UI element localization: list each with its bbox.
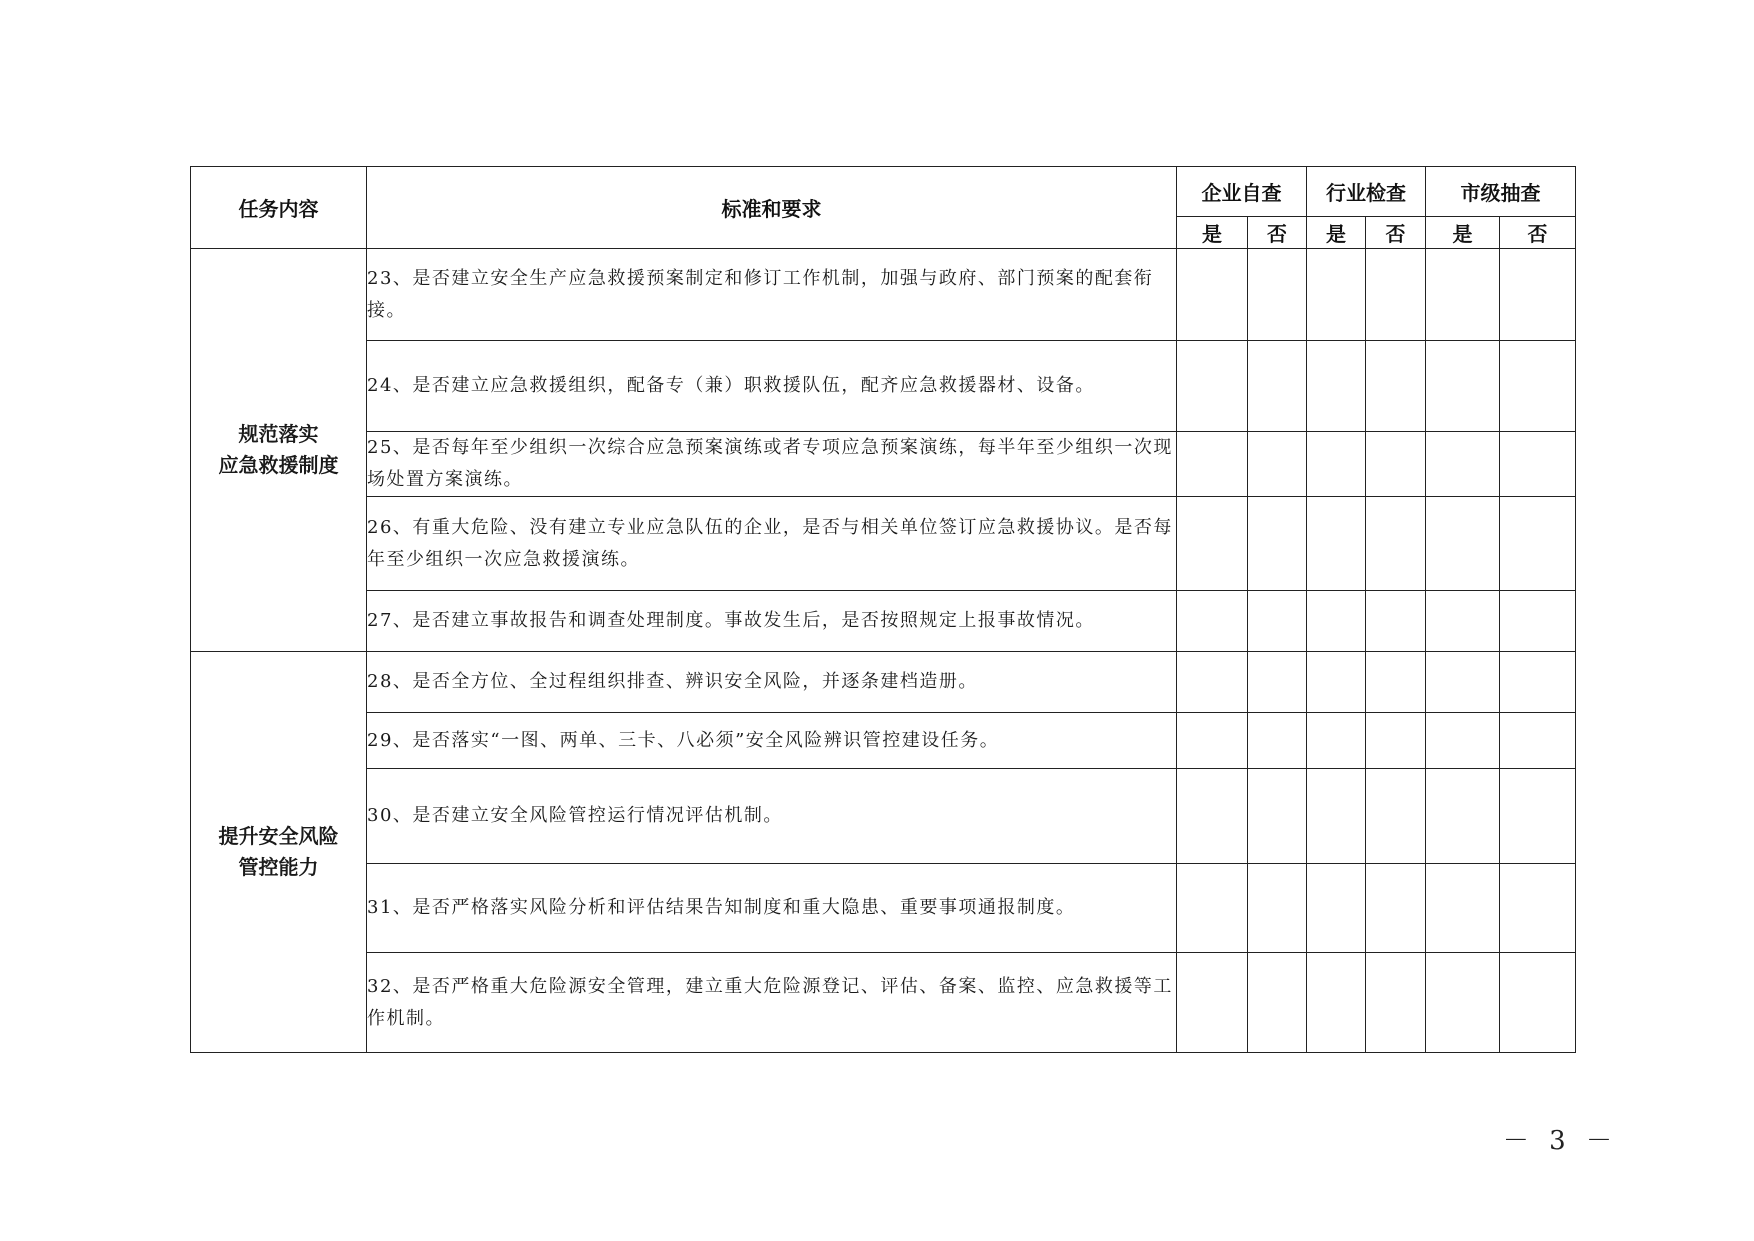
enterprise-no-cell[interactable] (1248, 497, 1307, 591)
city-no-cell[interactable] (1500, 249, 1576, 341)
industry-no-cell[interactable] (1366, 769, 1426, 864)
enterprise-no-cell[interactable] (1248, 341, 1307, 432)
header-no: 否 (1248, 217, 1307, 249)
city-yes-cell[interactable] (1426, 652, 1500, 713)
industry-yes-cell[interactable] (1307, 432, 1366, 497)
industry-yes-cell[interactable] (1307, 713, 1366, 769)
enterprise-yes-cell[interactable] (1177, 249, 1248, 341)
table-row (191, 769, 1576, 864)
header-standards: 标准和要求 (367, 167, 1177, 249)
table-row (191, 497, 1576, 591)
enterprise-yes-cell[interactable] (1177, 497, 1248, 591)
table-row (191, 713, 1576, 769)
enterprise-yes-cell[interactable] (1177, 432, 1248, 497)
header-task-content: 任务内容 (191, 167, 367, 249)
city-no-cell[interactable] (1500, 497, 1576, 591)
requirement-28: 28、是否全方位、全过程组织排查、辨识安全风险，并逐条建档造册。 (367, 652, 1177, 713)
page-number: － 3 － (1502, 1126, 1618, 1156)
enterprise-yes-cell[interactable] (1177, 864, 1248, 953)
city-no-cell[interactable] (1500, 432, 1576, 497)
city-yes-cell[interactable] (1426, 497, 1500, 591)
category-emergency-rescue (191, 249, 367, 652)
industry-no-cell[interactable] (1366, 341, 1426, 432)
header-enterprise-self-check: 企业自查 (1177, 167, 1307, 217)
category-label: 应急救援制度 (218, 453, 339, 477)
enterprise-no-cell[interactable] (1248, 652, 1307, 713)
requirement-27: 27、是否建立事故报告和调查处理制度。事故发生后，是否按照规定上报事故情况。 (367, 591, 1177, 652)
header-row-top (191, 167, 1576, 217)
table-row (191, 864, 1576, 953)
city-no-cell[interactable] (1500, 953, 1576, 1053)
city-no-cell[interactable] (1500, 769, 1576, 864)
enterprise-yes-cell[interactable] (1177, 652, 1248, 713)
industry-no-cell[interactable] (1366, 249, 1426, 341)
industry-yes-cell[interactable] (1307, 591, 1366, 652)
category-label: 提升安全风险 (218, 824, 339, 848)
enterprise-no-cell[interactable] (1248, 249, 1307, 341)
city-yes-cell[interactable] (1426, 713, 1500, 769)
requirement-29: 29、是否落实“一图、两单、三卡、八必须”安全风险辨识管控建设任务。 (367, 713, 1177, 769)
enterprise-yes-cell[interactable] (1177, 341, 1248, 432)
enterprise-yes-cell[interactable] (1177, 713, 1248, 769)
table-row (191, 953, 1576, 1053)
header-city-spot-check: 市级抽查 (1426, 167, 1576, 217)
industry-no-cell[interactable] (1366, 953, 1426, 1053)
table-row (191, 249, 1576, 341)
industry-yes-cell[interactable] (1307, 249, 1366, 341)
inspection-checklist-table (190, 166, 1576, 1053)
city-yes-cell[interactable] (1426, 341, 1500, 432)
header-yes: 是 (1426, 217, 1500, 249)
industry-no-cell[interactable] (1366, 652, 1426, 713)
requirement-26: 26、有重大危险、没有建立专业应急队伍的企业，是否与相关单位签订应急救援协议。是否每年至少组织一次应急救援演练。 (367, 497, 1177, 591)
enterprise-no-cell[interactable] (1248, 432, 1307, 497)
city-yes-cell[interactable] (1426, 864, 1500, 953)
table-row (191, 341, 1576, 432)
header-no: 否 (1500, 217, 1576, 249)
industry-yes-cell[interactable] (1307, 769, 1366, 864)
city-no-cell[interactable] (1500, 652, 1576, 713)
industry-yes-cell[interactable] (1307, 652, 1366, 713)
industry-no-cell[interactable] (1366, 713, 1426, 769)
city-no-cell[interactable] (1500, 591, 1576, 652)
industry-no-cell[interactable] (1366, 591, 1426, 652)
requirement-32: 32、是否严格重大危险源安全管理，建立重大危险源登记、评估、备案、监控、应急救援等工作机制。 (367, 953, 1177, 1053)
industry-yes-cell[interactable] (1307, 497, 1366, 591)
requirement-31: 31、是否严格落实风险分析和评估结果告知制度和重大隐患、重要事项通报制度。 (367, 864, 1177, 953)
header-yes: 是 (1307, 217, 1366, 249)
industry-no-cell[interactable] (1366, 432, 1426, 497)
enterprise-no-cell[interactable] (1248, 713, 1307, 769)
enterprise-no-cell[interactable] (1248, 953, 1307, 1053)
city-yes-cell[interactable] (1426, 769, 1500, 864)
enterprise-no-cell[interactable] (1248, 864, 1307, 953)
requirement-24: 24、是否建立应急救援组织，配备专（兼）职救援队伍，配齐应急救援器材、设备。 (367, 341, 1177, 432)
city-yes-cell[interactable] (1426, 953, 1500, 1053)
industry-yes-cell[interactable] (1307, 864, 1366, 953)
industry-no-cell[interactable] (1366, 497, 1426, 591)
enterprise-yes-cell[interactable] (1177, 769, 1248, 864)
enterprise-no-cell[interactable] (1248, 769, 1307, 864)
requirement-25: 25、是否每年至少组织一次综合应急预案演练或者专项应急预案演练，每半年至少组织一次现场处置方案演练。 (367, 432, 1177, 497)
industry-yes-cell[interactable] (1307, 953, 1366, 1053)
city-no-cell[interactable] (1500, 341, 1576, 432)
city-no-cell[interactable] (1500, 713, 1576, 769)
header-industry-check: 行业检查 (1307, 167, 1426, 217)
category-risk-control (191, 652, 367, 1053)
enterprise-yes-cell[interactable] (1177, 591, 1248, 652)
city-yes-cell[interactable] (1426, 591, 1500, 652)
industry-no-cell[interactable] (1366, 864, 1426, 953)
requirement-23: 23、是否建立安全生产应急救援预案制定和修订工作机制，加强与政府、部门预案的配套衔接。 (367, 249, 1177, 341)
requirement-30: 30、是否建立安全风险管控运行情况评估机制。 (367, 769, 1177, 864)
city-yes-cell[interactable] (1426, 249, 1500, 341)
table-row (191, 432, 1576, 497)
header-yes: 是 (1177, 217, 1248, 249)
enterprise-no-cell[interactable] (1248, 591, 1307, 652)
industry-yes-cell[interactable] (1307, 341, 1366, 432)
header-no: 否 (1366, 217, 1426, 249)
city-no-cell[interactable] (1500, 864, 1576, 953)
city-yes-cell[interactable] (1426, 432, 1500, 497)
table-row (191, 652, 1576, 713)
category-label: 规范落实 (238, 422, 319, 446)
table-row (191, 591, 1576, 652)
category-label: 管控能力 (238, 855, 319, 879)
enterprise-yes-cell[interactable] (1177, 953, 1248, 1053)
